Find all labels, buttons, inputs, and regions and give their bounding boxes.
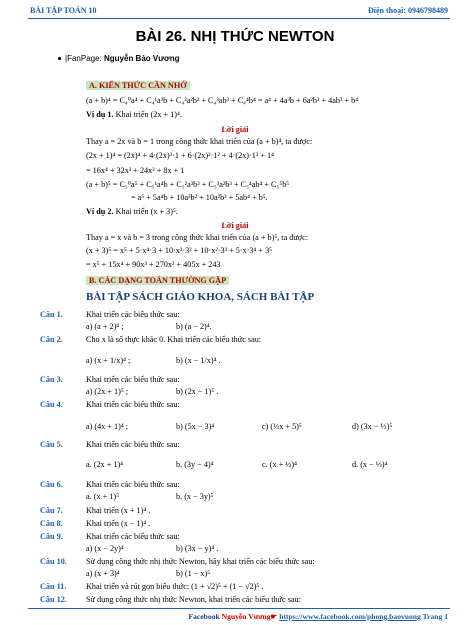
example-1-solution-line-1: Thay a = 2x và b = 1 trong công thức khai triển của (a + b)⁴, ta được: [86, 137, 313, 146]
example-2-solution-line-3: = x⁵ + 15x⁴ + 90x³ + 270x² + 405x + 243 [86, 260, 221, 269]
question-option: b) (5x − 3)⁴ [176, 422, 215, 431]
question-option: c. (x + ½)⁴ [262, 460, 297, 469]
section-b-heading: B. CÁC DẠNG TOÁN THƯỜNG GẶP [86, 276, 229, 285]
question-option: d. (x − ⅓)⁴ [352, 460, 388, 469]
question-option: a) (x − 2y)⁴ [86, 544, 124, 553]
question-text: Khai triển (x − 1)⁴ . [86, 519, 151, 528]
solution-label-1: Lời giải [221, 125, 249, 134]
question-text: Khai triển các biểu thức sau: [86, 310, 180, 319]
question-number: Câu 12. [40, 595, 67, 604]
question-number: Câu 10. [40, 557, 67, 566]
example-1 [86, 110, 182, 119]
question-option: a) (x + 1/x)⁴ ; [86, 356, 131, 365]
exercise-subtitle: BÀI TẬP SÁCH GIÁO KHOA, SÁCH BÀI TẬP [86, 291, 315, 303]
question-option: a. (x + 1)⁵ [86, 492, 119, 501]
fanpage-line [58, 54, 179, 63]
header-subject: BÀI TẬP TOÁN 10 [30, 6, 97, 15]
question-option: d) (3x − ⅓)⁵ [352, 422, 393, 431]
pointing-hand-icon: ☛ [270, 612, 278, 621]
example-2-label: Ví dụ 2. [86, 207, 114, 216]
footer-page-number: Trang 1 [420, 612, 448, 621]
question-number: Câu 6. [40, 480, 63, 489]
page-title: BÀI 26. NHỊ THỨC NEWTON [135, 28, 335, 45]
question-number: Câu 4. [40, 400, 63, 409]
bullet-icon [58, 57, 61, 60]
question-option: b) (1 − x)⁵ [176, 569, 211, 578]
question-option: b. (3y − 4)⁴ [176, 460, 214, 469]
formula-binomial-4: (a + b)⁴ = C₄⁰a⁴ + C₄¹a³b + C₄²a²b² + C₄³ab³ + C₄⁴b⁴ = a⁴ + 4a³b + 6a²b² + 4ab³ + b⁴ [86, 96, 359, 105]
example-2-solution-line-2: (x + 3)⁵ = x⁵ + 5·x⁴·3 + 10·x³·3² + 10·x²·3³ + 5·x·3⁴ + 3⁵ [86, 246, 273, 255]
question-number: Câu 9. [40, 532, 63, 541]
question-number: Câu 5. [40, 440, 63, 449]
question-text: Cho x là số thực khác 0. Khai triển các biểu thức sau: [86, 335, 262, 344]
question-number: Câu 3. [40, 375, 63, 384]
formula-binomial-5: (a + b)⁵ = C₅⁰a⁵ + C₅¹a⁴b + C₅²a³b² + C₅³a²b³ + C₅⁴ab⁴ + C₅⁵b⁵ [86, 180, 290, 189]
example-2-solution-line-1: Thay a = x và b = 3 trong công thức khai triển của (a + b)⁵, ta được: [86, 233, 309, 242]
header-divider [28, 18, 450, 19]
question-option: a) (4x + 1)⁴ ; [86, 422, 129, 431]
fanpage-label: |FanPage: [65, 54, 104, 63]
question-text: Khai triển các biểu thức sau: [86, 440, 180, 449]
question-number: Câu 2. [40, 335, 63, 344]
header-phone: Điện thoại: 0946798489 [368, 6, 448, 15]
example-2-text: Khai triển (x + 3)⁵. [113, 207, 178, 216]
question-option: b) (3x − y)⁴ . [176, 544, 219, 553]
question-text: Khai triển các biểu thức sau: [86, 400, 180, 409]
page-footer [189, 612, 449, 621]
example-1-text: Khai triển (2x + 1)⁴. [113, 110, 182, 119]
question-option: b. (x − 3y)⁵ [176, 492, 214, 501]
question-option: a) (2x + 1)⁵ ; [86, 387, 129, 396]
question-number: Câu 8. [40, 519, 63, 528]
question-text: Khai triển và rút gọn biểu thức: (1 + √2)⁵ + (1 − √2)⁵ . [86, 582, 264, 591]
example-2 [86, 207, 178, 216]
question-text: Khai triển (x + 1)⁴ . [86, 506, 151, 515]
question-text: Sử dụng công thức nhị thức Newton, khai triển các biểu thức sau: [86, 595, 301, 604]
question-option: b) (x − 1/x)⁴ . [176, 356, 221, 365]
question-option: a. (2x + 1)⁴ [86, 460, 124, 469]
footer-author: Nguyễn Vương [221, 612, 271, 621]
question-option: b) (a − 2)⁴. [176, 322, 212, 331]
question-text: Khai triển các biểu thức sau: [86, 375, 180, 384]
example-1-solution-line-2: (2x + 1)⁴ = (2x)⁴ + 4·(2x)³·1 + 6·(2x)²·1² + 4·(2x)·1³ + 1⁴ [86, 151, 274, 160]
footer-divider [28, 608, 450, 609]
question-text: Sử dụng công thức nhị thức Newton, hãy khai triển các biểu thức sau: [86, 557, 315, 566]
page-header [0, 0, 470, 18]
question-option: b) (2x − 1)⁵ . [176, 387, 219, 396]
question-option: c) (⅓x + 5)⁵ [262, 422, 302, 431]
formula-binomial-5-expanded: = a⁵ + 5a⁴b + 10a³b² + 10a²b³ + 5ab⁴ + b⁵. [131, 193, 268, 202]
question-number: Câu 7. [40, 506, 63, 515]
example-1-label: Ví dụ 1. [86, 110, 114, 119]
fanpage-name: Nguyễn Bảo Vương [104, 54, 180, 63]
question-text: Khai triển các biểu thức sau: [86, 532, 180, 541]
footer-facebook-link[interactable]: https://www.facebook.com/phong.baovuong [279, 612, 421, 621]
question-number: Câu 1. [40, 310, 63, 319]
question-option: a) (a + 2)⁴ ; [86, 322, 124, 331]
section-a-heading: A. KIẾN THỨC CẦN NHỚ [86, 81, 190, 90]
question-text: Khai triển các biểu thức sau: [86, 480, 180, 489]
footer-facebook-label: Facebook [188, 612, 222, 621]
question-option: a) (x + 3)⁴ [86, 569, 120, 578]
solution-label-2: Lời giải [221, 221, 249, 230]
question-number: Câu 11. [40, 582, 67, 591]
example-1-solution-line-3: = 16x⁴ + 32x³ + 24x² + 8x + 1 [86, 166, 185, 175]
